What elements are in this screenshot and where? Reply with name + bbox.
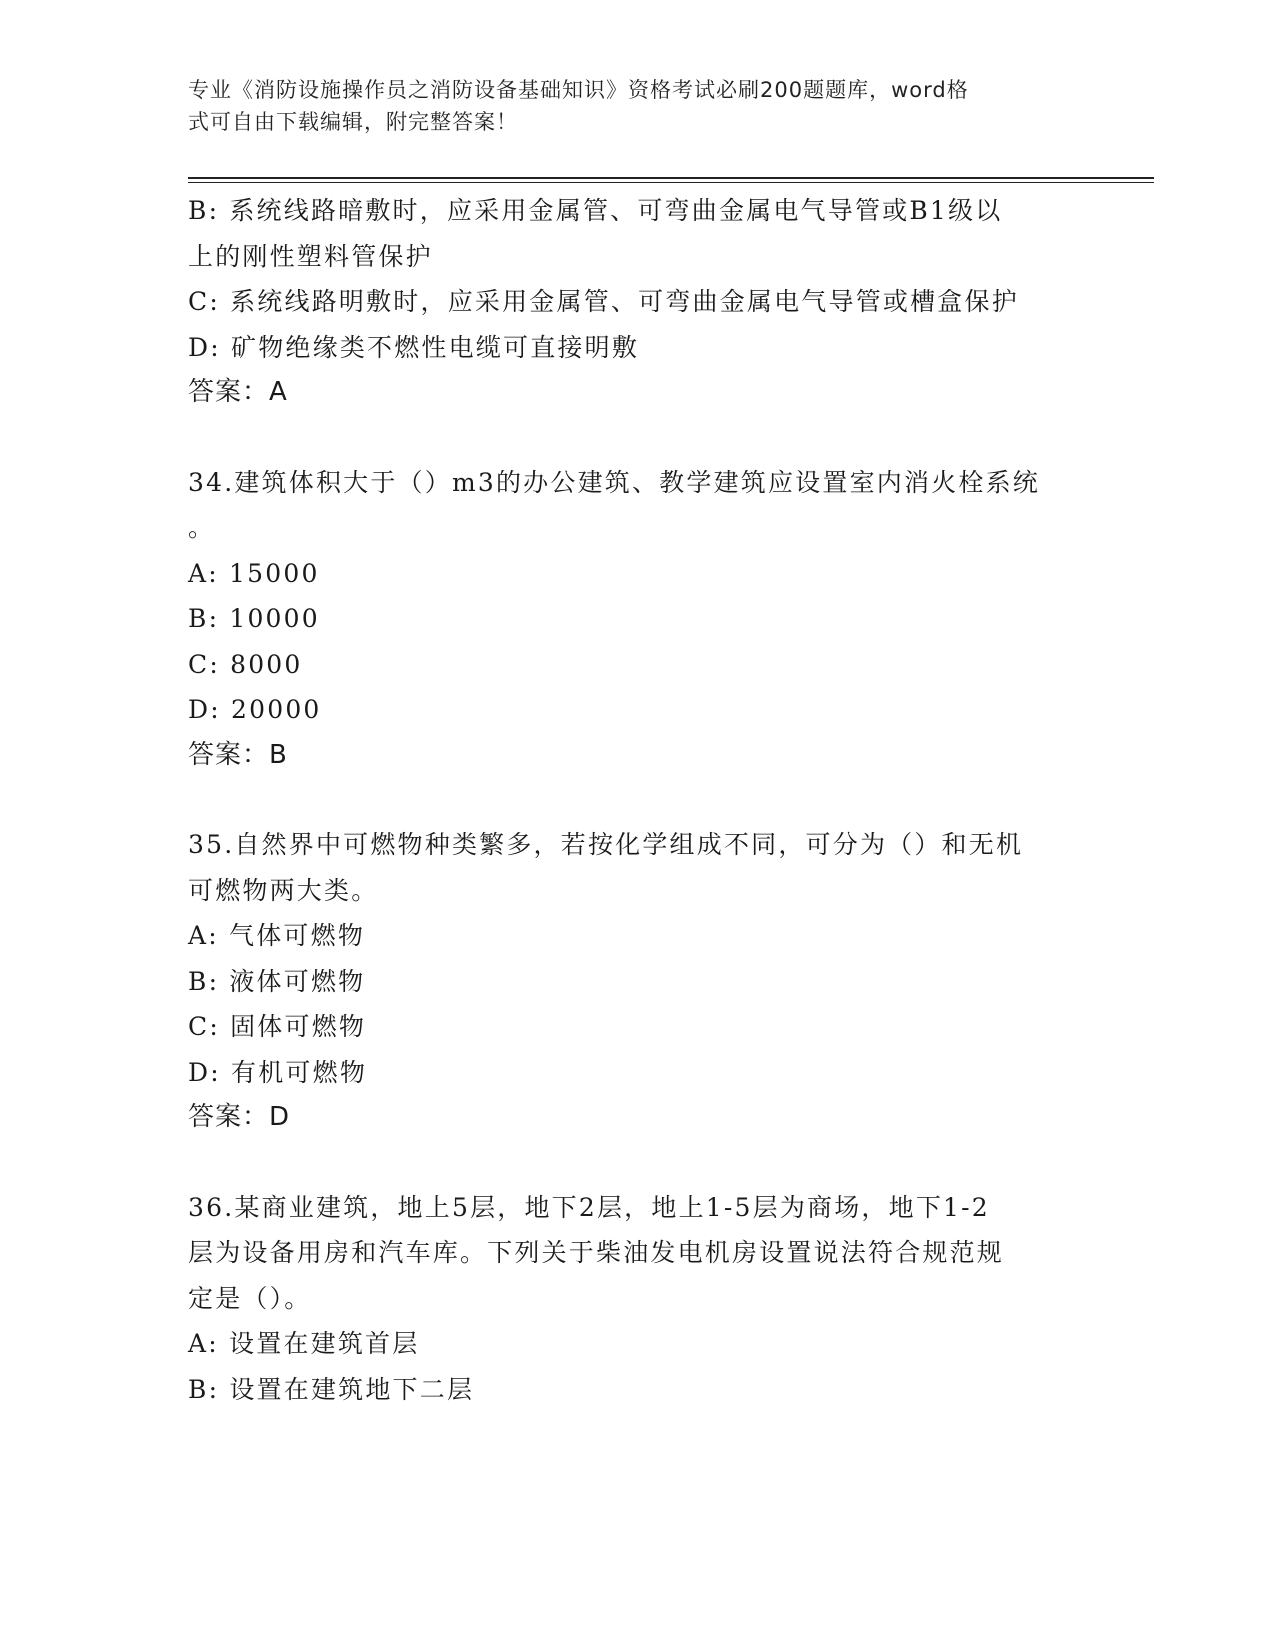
answer: 答案：B [188,739,288,770]
spacer [188,1141,1078,1185]
option-b: B: 10000 [188,604,320,633]
header-divider-thin [188,182,1154,183]
question-stem-line-3: 定是（）。 [188,1283,312,1313]
question-stem-line-2: 层为设备用房和汽车库。下列关于柴油发电机房设置说法符合规范规 [188,1238,1005,1267]
question-stem-line-1: 35.自然界中可燃物种类繁多，若按化学组成不同，可分为（）和无机 [188,830,1024,859]
option-d: D: 有机可燃物 [188,1057,368,1087]
question-33-continued [188,188,1078,416]
header-title-line-2: 式可自由下载编辑，附完整答案！ [188,110,518,134]
option-c: C: 8000 [188,649,303,679]
question-34 [188,460,1078,779]
option-b: B: 设置在建筑地下二层 [188,1374,475,1404]
option-a: A: 气体可燃物 [188,921,366,950]
option-a: A: 设置在建筑首层 [188,1329,420,1358]
option-d: D: 矿物绝缘类不燃性电缆可直接明敷 [188,332,640,362]
spacer [188,778,1078,822]
option-c: C: 固体可燃物 [188,1012,367,1041]
option-a: A: 15000 [188,558,320,588]
question-stem-line-1: 34.建筑体积大于（）m3的办公建筑、教学建筑应设置室内消火栓系统 [188,467,1040,497]
document-header [188,74,1068,138]
option-b-line-2: 上的刚性塑料管保护 [188,241,433,271]
spacer [188,416,1078,460]
question-35 [188,822,1078,1141]
question-36 [188,1185,1078,1413]
option-c: C: 系统线路明敷时，应采用金属管、可弯曲金属电气导管或槽盒保护 [188,287,1019,316]
header-divider-thick [188,177,1154,179]
answer: 答案：D [188,1102,291,1132]
question-stem-line-2: 可燃物两大类。 [188,875,379,905]
option-d: D: 20000 [188,695,322,724]
question-stem-line-2: 。 [188,513,216,542]
option-b: B: 液体可燃物 [188,966,366,996]
question-stem-line-1: 36.某商业建筑，地上5层，地下2层，地上1-5层为商场，地下1-2 [188,1192,990,1222]
answer: 答案：A [188,377,288,407]
option-b-line-1: B: 系统线路暗敷时，应采用金属管、可弯曲金属电气导管或B1级以 [188,196,1003,225]
header-title-line-1: 专业《消防设施操作员之消防设备基础知识》资格考试必刷200题题库，word格 [188,78,969,102]
question-content [188,188,1078,1412]
